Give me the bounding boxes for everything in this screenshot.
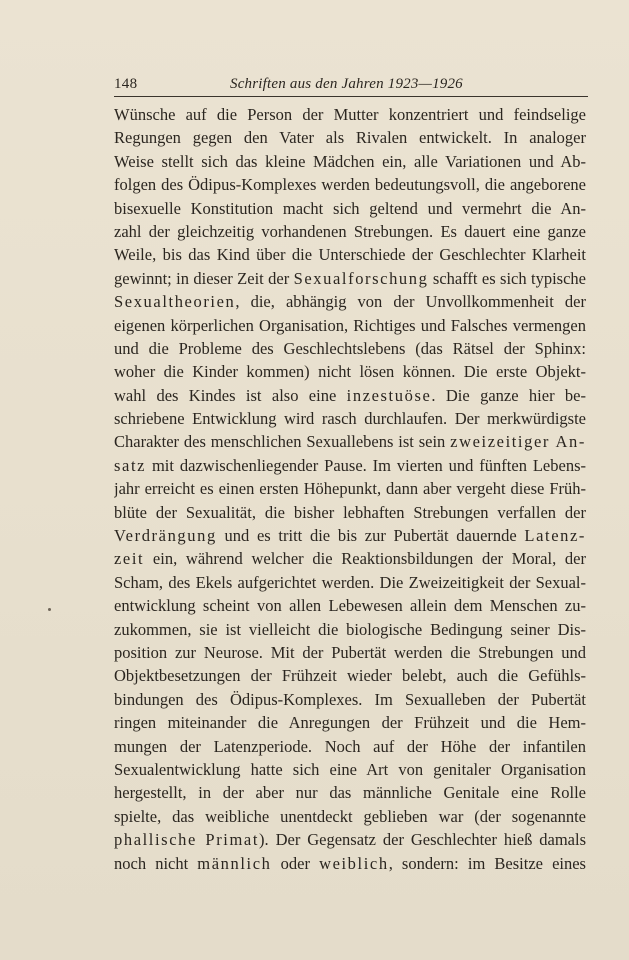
text-line bbox=[114, 501, 586, 524]
text-line bbox=[114, 758, 586, 781]
text-line bbox=[114, 126, 586, 149]
text-run: zukommen, sie ist vielleicht die biologische Bedingung seiner Dis- bbox=[114, 619, 586, 639]
text-run: und die Probleme des Geschlechtslebens (das Rätsel der Sphinx: bbox=[114, 338, 586, 358]
text-line bbox=[114, 337, 586, 360]
text-line bbox=[114, 618, 586, 641]
text-line bbox=[114, 477, 586, 500]
text-line bbox=[114, 664, 586, 687]
text-line bbox=[114, 173, 586, 196]
text-line bbox=[114, 781, 586, 804]
text-run: und es tritt die bis zur Pubertät dauernde bbox=[216, 526, 525, 546]
text-line bbox=[114, 805, 586, 828]
text-run: , die, abhängig von der Unvollkommenheit der bbox=[235, 292, 586, 312]
text-run: woher die Kinder kommen) nicht lösen können. Die erste Objekt- bbox=[114, 362, 586, 382]
emphasized-term: zeit bbox=[114, 549, 145, 569]
text-run: Charakter des menschlichen Sexuallebens ist sein bbox=[114, 432, 451, 452]
body-text bbox=[114, 103, 586, 875]
text-line bbox=[114, 571, 586, 594]
text-line bbox=[114, 267, 586, 290]
page-header bbox=[114, 74, 588, 96]
emphasized-term: Sexualtheorien bbox=[114, 292, 236, 312]
text-run: Regungen gegen den Vater als Rivalen entwickelt. In analoger bbox=[114, 128, 586, 148]
emphasized-term: satz bbox=[114, 455, 147, 475]
text-run: mit dazwischenliegender Pause. Im vierten und fünften Lebens- bbox=[146, 455, 586, 475]
text-line bbox=[114, 243, 586, 266]
emphasized-term: phallische Primat bbox=[114, 830, 260, 850]
text-run: schriebene Entwicklung wird rasch durchlaufen. Der merkwürdigste bbox=[114, 409, 586, 429]
text-run: ringen miteinander die Anregungen der Frühzeit und die Hem- bbox=[114, 713, 586, 733]
page-number: 148 bbox=[114, 76, 138, 92]
emphasized-term: männlich bbox=[197, 853, 272, 873]
text-run: mungen der Latenzperiode. Noch auf der Höhe der infantilen bbox=[114, 736, 586, 756]
emphasized-term: Verdrängung bbox=[114, 526, 217, 546]
text-line bbox=[114, 197, 586, 220]
text-run: bisexuelle Konstitution macht sich geltend und vermehrt die An- bbox=[114, 198, 586, 218]
text-line bbox=[114, 547, 586, 570]
text-run: Sexualentwicklung hatte sich eine Art von genitaler Organisation bbox=[114, 759, 586, 779]
text-line bbox=[114, 852, 586, 875]
text-line bbox=[114, 360, 586, 383]
header-rule bbox=[114, 96, 588, 97]
text-run: folgen des Ödipus-Komplexes werden bedeutungsvoll, die angeborene bbox=[114, 175, 586, 195]
text-run: eigenen körperlichen Organisation, Richtiges und Falsches vermengen bbox=[114, 315, 586, 335]
emphasized-term: weiblich bbox=[319, 853, 389, 873]
text-run: entwicklung scheint von allen Lebewesen allein dem Menschen zu- bbox=[114, 596, 586, 616]
text-run: noch nicht bbox=[114, 853, 198, 873]
text-run: . Die ganze hier be- bbox=[431, 385, 586, 405]
text-line bbox=[114, 103, 586, 126]
margin-mark bbox=[48, 608, 51, 611]
text-line bbox=[114, 711, 586, 734]
text-line bbox=[114, 290, 586, 313]
text-run: ). Der Gegensatz der Geschlechter hieß damals bbox=[259, 830, 586, 850]
text-run: Objektbesetzungen der Frühzeit wieder belebt, auch die Gefühls- bbox=[114, 666, 586, 686]
text-line bbox=[114, 524, 586, 547]
emphasized-term: Sexualforschung bbox=[293, 268, 429, 288]
emphasized-term: inzestuöse bbox=[346, 385, 432, 405]
text-run: zahl der gleichzeitig vorhandenen Strebungen. Es dauert eine ganze bbox=[114, 221, 586, 241]
text-run: oder bbox=[271, 853, 320, 873]
emphasized-term: Latenz- bbox=[524, 526, 586, 546]
text-line bbox=[114, 735, 586, 758]
text-run: gewinnt; in dieser Zeit der bbox=[114, 268, 294, 288]
text-run: Weise stellt sich das kleine Mädchen ein, alle Variationen und Ab- bbox=[114, 151, 586, 171]
text-line bbox=[114, 384, 586, 407]
text-line bbox=[114, 430, 586, 453]
text-line bbox=[114, 828, 586, 851]
text-line bbox=[114, 314, 586, 337]
text-run: blüte der Sexualität, die bisher lebhaften Strebungen verfallen der bbox=[114, 502, 586, 522]
text-line bbox=[114, 150, 586, 173]
text-run: Wünsche auf die Person der Mutter konzentriert und feindselige bbox=[114, 105, 586, 124]
text-run: wahl des Kindes ist also eine bbox=[114, 385, 347, 405]
text-line bbox=[114, 688, 586, 711]
text-run: jahr erreicht es einen ersten Höhepunkt, dann aber vergeht diese Früh- bbox=[114, 479, 586, 499]
text-run: position zur Neurose. Mit der Pubertät werden die Strebungen und bbox=[114, 642, 586, 662]
text-line bbox=[114, 220, 586, 243]
text-run: ein, während welcher die Reaktionsbildungen der Moral, der bbox=[144, 549, 586, 569]
text-run: , sondern: im Besitze eines bbox=[388, 853, 586, 873]
text-run: Scham, des Ekels aufgerichtet werden. Die Zweizeitigkeit der Sexual- bbox=[114, 572, 586, 592]
text-run: Weile, bis das Kind über die Unterschiede der Geschlechter Klarheit bbox=[114, 245, 586, 265]
text-run: hergestellt, in der aber nur das männliche Genitale eine Rolle bbox=[114, 783, 586, 803]
text-run: bindungen des Ödipus-Komplexes. Im Sexualleben der Pubertät bbox=[114, 689, 586, 709]
emphasized-term: zweizeitiger An- bbox=[450, 432, 586, 452]
text-line bbox=[114, 454, 586, 477]
text-run: schafft es sich typische bbox=[428, 268, 586, 288]
text-line bbox=[114, 407, 586, 430]
text-line bbox=[114, 641, 586, 664]
running-title: Schriften aus den Jahren 1923—1926 bbox=[230, 76, 463, 92]
text-line bbox=[114, 594, 586, 617]
text-run: spielte, das weibliche unentdeckt geblieben war (der sogenannte bbox=[114, 806, 586, 826]
